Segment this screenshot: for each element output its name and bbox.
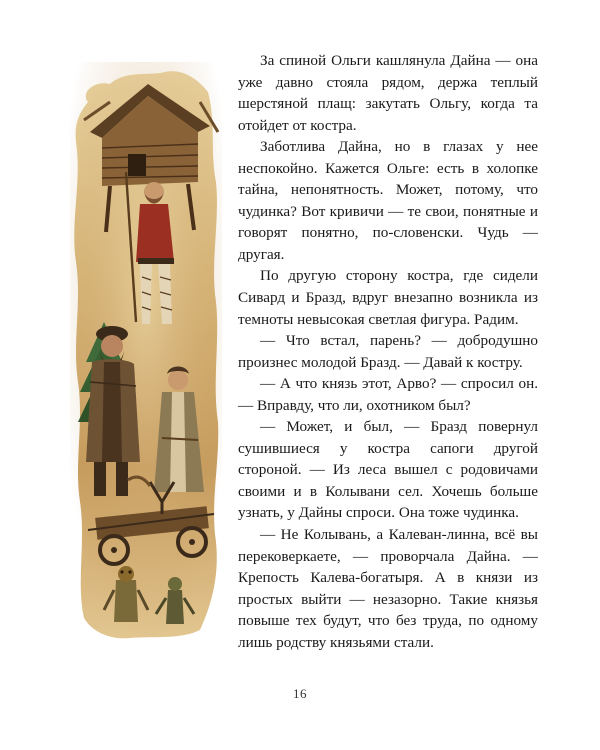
paragraph: По другую сторону костра, где сидели Сивард и Бразд, вдруг внезапно возникла из темноты невысокая светлая фигура. Радим. — [238, 267, 538, 328]
paragraph: Заботлива Дайна, но в глазах у нее неспокойно. Кажется Ольге: есть в холопке тайна, непонятность. Может, потому, что чудинка? Вот кривичи — те свои, понятные и говорят понятно, по-словенски. Чудь — другая. — [238, 138, 538, 263]
paragraph: — Может, и был, — Бразд повернул сушившиеся у костра сапоги другой стороной. — Из леса вышел с родовичами своими и в Колывани сел. Хочешь больше узнать, у Дайны спроси. Она тоже чудинка. — [238, 418, 538, 522]
illustration-strip — [70, 62, 222, 642]
paragraph: — Не Колывань, а Калеван-линна, всё вы перековеркаете, — проворчала Дайна. — Крепость Калева-богатыря. А в князи из простых выйти — незазорно. Такие князья повыше тех будут, что без труда, по одному лишь родству князьями стали. — [238, 526, 538, 651]
paragraph: За спиной Ольги кашлянула Дайна — она уже давно стояла рядом, держа теплый шерстяной плащ: закутать Ольгу, когда та отойдет от костра. — [238, 52, 538, 134]
paragraph: — А что князь этот, Арво? — спросил он. — Вправду, что ли, охотником был? — [238, 375, 538, 414]
paragraph: — Что встал, парень? — добродушно произнес молодой Бразд. — Давай к костру. — [238, 332, 538, 371]
page-number: 16 — [293, 686, 307, 701]
illustration-art — [70, 62, 222, 642]
text-column — [238, 50, 538, 653]
